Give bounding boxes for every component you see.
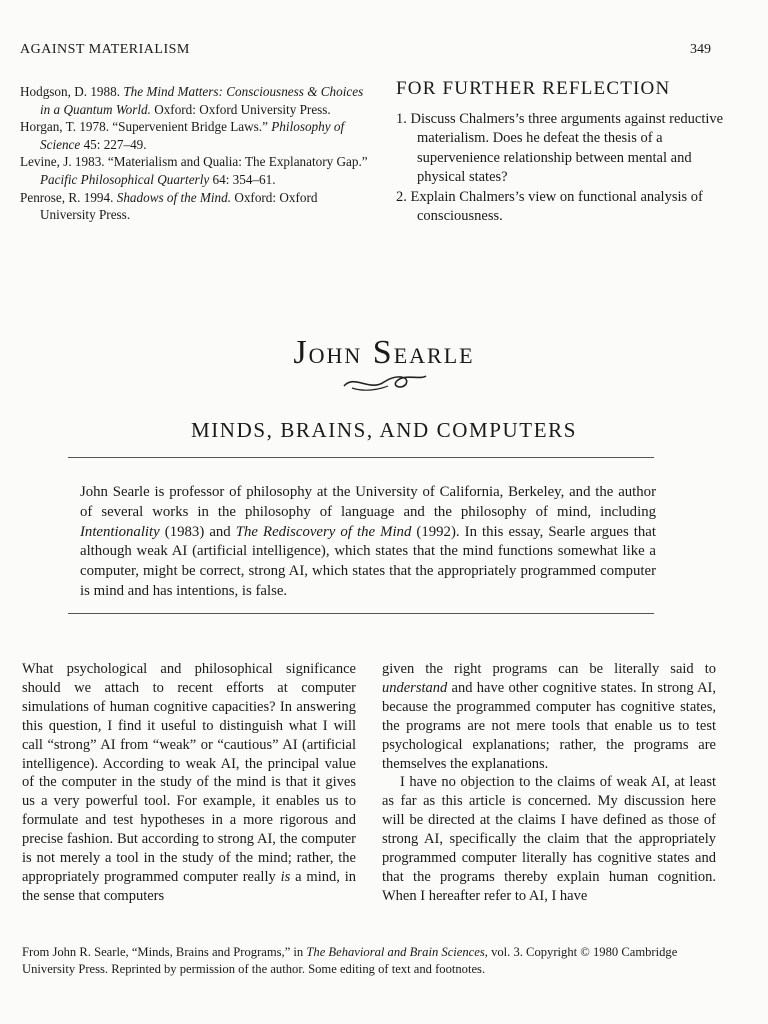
source-footnote: From John R. Searle, “Minds, Brains and Programs,” in The Behavioral and Brain Sciences, vol. 3. Copyright © 1980 Cambridge University Press. Reprinted by permission of the author. Some editing of text and footnotes. (22, 945, 678, 976)
reference-item: Hodgson, D. 1988. The Mind Matters: Consciousness & Choices in a Quantum World. Oxford: Oxford University Press. (20, 84, 364, 117)
body-paragraph: What psychological and philosophical significance should we attach to recent efforts at computer simulations of human cognitive capacities? In answering this question, I find it useful to distinguish what I will call “strong” AI from “weak” or “cautious” AI (artificial intelligence). According to weak AI, the principal value of the computer in the study of the mind is that it gives us a very powerful tool. For example, it enables us to formulate and test hypotheses in a more rigorous and precise fashion. But according to strong AI, the computer is not merely a tool in the study of the mind; rather, the appropriately programmed computer really is a mind, in the sense that computers (22, 661, 356, 904)
reference-item: Penrose, R. 1994. Shadows of the Mind. Oxford: Oxford University Press. (20, 189, 318, 223)
reflection-question: 1. Discuss Chalmers’s three arguments against reductive materialism. Does he defeat the thesis of a supervenience relationship between mental and physical states? (396, 111, 724, 186)
reference-list (20, 83, 370, 224)
page-number: 349 (690, 42, 711, 57)
reflection-heading: FOR FURTHER REFLECTION (396, 78, 671, 99)
divider (68, 613, 654, 614)
flourish-ornament-icon (340, 370, 430, 394)
reference-item: Levine, J. 1983. “Materialism and Qualia: The Explanatory Gap.” Pacific Philosophical Quarterly 64: 354–61. (20, 154, 368, 187)
author-bio: John Searle is professor of philosophy at the University of California, Berkeley, and the author of several works in the philosophy of language and the philosophy of mind, including Intentionality (1983) and The Rediscovery of the Mind (1992). In this essay, Searle argues that although weak AI (artificial intelligence), which states that the mind functions somewhat like a computer, might be correct, strong AI, which states that the appropriately programmed computer is mind and has intentions, is false. (80, 484, 656, 599)
reference-item: Horgan, T. 1978. “Supervenient Bridge Laws.” Philosophy of Science 45: 227–49. (20, 119, 345, 152)
running-head: AGAINST MATERIALISM (20, 42, 190, 57)
body-paragraph: given the right programs can be literally said to understand and have other cognitive states. In strong AI, because the programmed computer has cognitive states, the programs are not mere tools that enable us to test psychological explanations; rather, the programs are themselves the explanations. (382, 661, 716, 772)
body-column-right (382, 660, 716, 906)
article-title: MINDS, BRAINS, AND COMPUTERS (190, 418, 578, 442)
reflection-question: 2. Explain Chalmers’s view on functional analysis of consciousness. (396, 188, 703, 225)
body-column-left (22, 660, 356, 906)
author-name: JOHN SEARLE (293, 334, 475, 371)
further-reflection (396, 78, 726, 226)
divider (68, 457, 654, 458)
body-paragraph: I have no objection to the claims of weak AI, at least as far as this article is concerned. My discussion here will be directed at the claims I have defined as those of strong AI, specifically the claim that the appropriately programmed computer literally has cognitive states and that the programs thereby explain human cognition. When I hereafter refer to AI, I have (382, 774, 716, 904)
